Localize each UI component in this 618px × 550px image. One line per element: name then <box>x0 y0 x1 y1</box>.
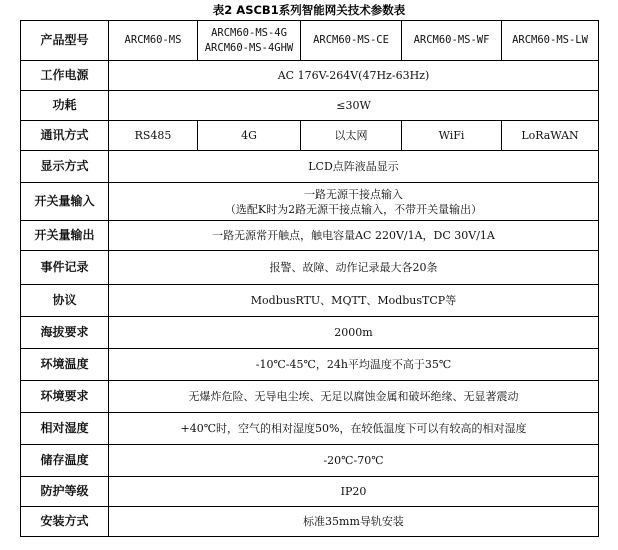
row-label: 环境温度 <box>21 349 109 381</box>
comm-cell: 以太网 <box>301 121 402 151</box>
model-cell-4g <box>198 21 301 61</box>
row-value: 2000m <box>109 317 599 349</box>
row-label: 安装方式 <box>21 507 109 537</box>
table-row-power-supply <box>21 61 599 91</box>
row-label: 开关量输入 <box>21 183 109 221</box>
row-label: 相对湿度 <box>21 413 109 445</box>
comm-cell: LoRaWAN <box>502 121 599 151</box>
row-value: IP20 <box>109 477 599 507</box>
model-cell: ARCM60-MS-CE <box>301 21 402 61</box>
table-row-protocol <box>21 285 599 317</box>
table-row-event-log <box>21 251 599 285</box>
table-row-storage-temp <box>21 445 599 477</box>
table-row-humidity <box>21 413 599 445</box>
row-label: 显示方式 <box>21 151 109 183</box>
row-label: 工作电源 <box>21 61 109 91</box>
comm-cell: RS485 <box>109 121 198 151</box>
table-row-installation <box>21 507 599 537</box>
row-label: 环境要求 <box>21 381 109 413</box>
row-label: 开关量输出 <box>21 221 109 251</box>
row-label: 协议 <box>21 285 109 317</box>
row-value: 标准35mm导轨安装 <box>109 507 599 537</box>
row-value: 一路无源常开触点，触电容量AC 220V/1A，DC 30V/1A <box>109 221 599 251</box>
row-value <box>109 183 599 221</box>
row-label: 产品型号 <box>21 21 109 61</box>
table-row-power-consumption <box>21 91 599 121</box>
row-value: ≤30W <box>109 91 599 121</box>
table-row-protection <box>21 477 599 507</box>
row-value: ModbusRTU、MQTT、ModbusTCP等 <box>109 285 599 317</box>
spec-table <box>20 20 599 537</box>
table-row-display <box>21 151 599 183</box>
table-row-communication <box>21 121 599 151</box>
table-row-model <box>21 21 599 61</box>
row-label: 防护等级 <box>21 477 109 507</box>
row-value: LCD点阵液晶显示 <box>109 151 599 183</box>
comm-cell: WiFi <box>402 121 502 151</box>
row-value: -10℃-45℃，24h平均温度不高于35℃ <box>109 349 599 381</box>
row-label: 储存温度 <box>21 445 109 477</box>
row-value: +40℃时，空气的相对湿度50%，在较低温度下可以有较高的相对湿度 <box>109 413 599 445</box>
model-4g: ARCM60-MS-4G <box>211 26 287 39</box>
table-row-altitude <box>21 317 599 349</box>
row-value: -20℃-70℃ <box>109 445 599 477</box>
table-row-switch-input <box>21 183 599 221</box>
row-value: 无爆炸危险、无导电尘埃、无足以腐蚀金属和破坏绝缘、无显著震动 <box>109 381 599 413</box>
table-row-ambient-temp <box>21 349 599 381</box>
comm-cell: 4G <box>198 121 301 151</box>
model-4ghw: ARCM60-MS-4GHW <box>204 41 294 54</box>
row-label: 通讯方式 <box>21 121 109 151</box>
switch-input-line1: 一路无源干接点输入 <box>304 187 403 201</box>
row-value: 报警、故障、动作记录最大各20条 <box>109 251 599 285</box>
row-value: AC 176V-264V(47Hz-63Hz) <box>109 61 599 91</box>
switch-input-line2: （选配K时为2路无源干接点输入，不带开关量输出） <box>224 202 483 216</box>
model-cell: ARCM60-MS-WF <box>402 21 502 61</box>
table-row-switch-output <box>21 221 599 251</box>
row-label: 海拔要求 <box>21 317 109 349</box>
table-row-environment <box>21 381 599 413</box>
table-caption: 表2 ASCB1系列智能网关技术参数表 <box>212 3 406 17</box>
model-cell: ARCM60-MS-LW <box>502 21 599 61</box>
model-cell: ARCM60-MS <box>109 21 198 61</box>
row-label: 功耗 <box>21 91 109 121</box>
row-label: 事件记录 <box>21 251 109 285</box>
